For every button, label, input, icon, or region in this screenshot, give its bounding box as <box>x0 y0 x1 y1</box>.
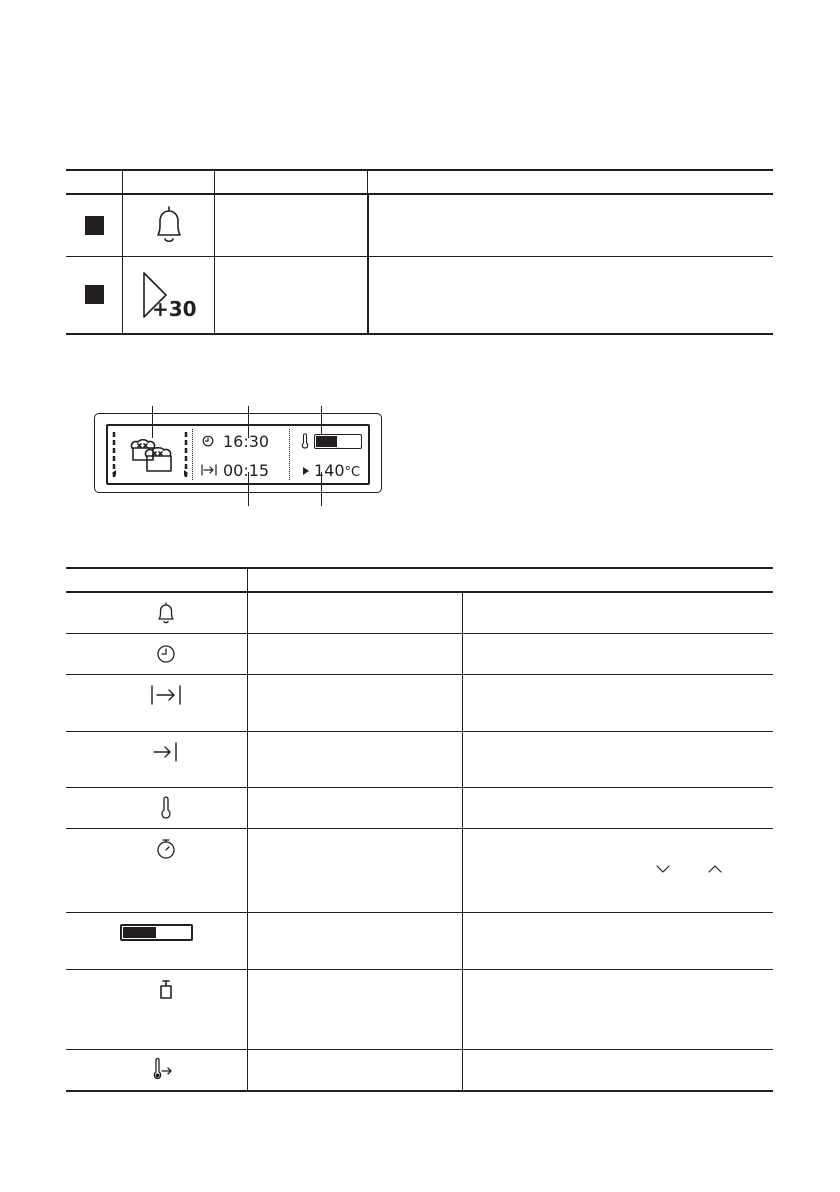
touch-field-marker <box>85 285 104 304</box>
bell-icon <box>149 204 189 246</box>
play-triangle-icon <box>302 466 310 476</box>
temperature-readout: 140°C <box>314 461 361 480</box>
clock-icon <box>154 642 178 666</box>
chevron-down-icon <box>656 865 670 873</box>
end-time-icon <box>150 740 180 764</box>
clock-readout: 16:30 <box>223 432 270 451</box>
heating-function-icon <box>108 426 194 483</box>
plus-thirty-label: +30 <box>152 297 197 321</box>
heat-indicator-bar <box>120 924 193 941</box>
table-row <box>66 829 773 913</box>
table-row <box>66 913 773 970</box>
heat-level-bar <box>314 434 362 449</box>
indicator-table-header <box>66 567 773 593</box>
thermometer-icon <box>154 795 178 819</box>
table-row <box>66 970 773 1050</box>
bell-icon <box>154 601 178 625</box>
duration-icon <box>148 683 184 707</box>
function-table-header <box>66 169 773 195</box>
chevron-up-icon <box>708 865 722 873</box>
thermometer-icon <box>300 433 310 449</box>
table-row <box>66 675 773 732</box>
core-probe-icon <box>148 1057 178 1081</box>
weight-icon <box>154 978 178 1002</box>
function-table <box>66 169 773 335</box>
table-row <box>66 195 773 257</box>
table-row <box>66 634 773 675</box>
touch-field-marker <box>85 216 104 235</box>
table-row <box>66 788 773 829</box>
table-row <box>66 593 773 634</box>
duration-readout: 00:15 <box>223 461 270 480</box>
display-indicator-table <box>66 567 773 1092</box>
clock-icon <box>202 435 214 447</box>
timer-icon <box>154 837 178 861</box>
table-row <box>66 1050 773 1092</box>
table-row <box>66 257 773 335</box>
display-screen <box>106 424 370 485</box>
oven-display <box>94 413 382 493</box>
table-row <box>66 732 773 788</box>
duration-icon <box>201 464 217 476</box>
